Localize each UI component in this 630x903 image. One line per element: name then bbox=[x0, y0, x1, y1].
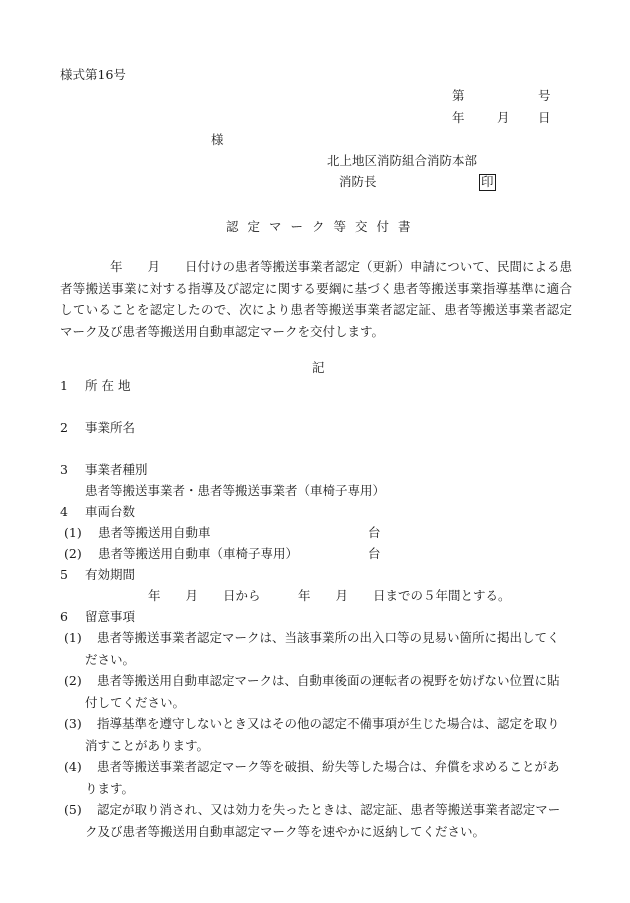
section-5-label: 有効期間 bbox=[85, 567, 136, 582]
note-5-num: (5) bbox=[64, 802, 82, 817]
validity-period: 年 月 日から 年 月 日までの５年間とする。 bbox=[148, 588, 511, 603]
ki-heading: 記 bbox=[312, 360, 325, 375]
note-4-num: (4) bbox=[64, 759, 82, 774]
section-4-label: 車両台数 bbox=[85, 504, 136, 519]
note-5-text: 認定が取り消され、又は効力を失ったときは、認定証、患者等搬送事業者認定マーク及び患者等搬送用自動車認定マーク等を速やかに返納してください。 bbox=[85, 802, 561, 839]
doc-number-go: 号 bbox=[538, 88, 551, 103]
note-3-text: 指導基準を遵守しないとき又はその他の認定不備事項が生じた場合は、認定を取り消すことがあります。 bbox=[85, 716, 560, 753]
section-1-label: 所在地 bbox=[85, 378, 135, 393]
date-year: 年 bbox=[452, 110, 465, 125]
intro-paragraph: 年 月 日付けの患者等搬送事業者認定（更新）申請について、民間による患者等搬送事業に対する指導及び認定に関する要綱に基づく患者等搬送事業指導基準に適合していることを認定したので、次により患者等搬送事業者認定証、患者等搬送事業者認定マーク及び患者等搬送用自動車認定マークを交付します。 bbox=[60, 259, 573, 339]
note-1-num: (1) bbox=[64, 630, 82, 645]
vehicle-item-2-unit: 台 bbox=[368, 546, 381, 561]
issuer-title: 消防長 bbox=[339, 174, 377, 189]
note-1-text: 患者等搬送事業者認定マークは、当該事業所の出入口等の見易い箇所に掲出してください。 bbox=[85, 630, 560, 667]
issuer-org: 北上地区消防組合消防本部 bbox=[327, 153, 478, 168]
document-title: 認定マーク等交付書 bbox=[226, 219, 420, 234]
section-1-num: 1 bbox=[60, 378, 68, 393]
date-day: 日 bbox=[538, 110, 551, 125]
section-6-num: 6 bbox=[60, 609, 68, 624]
form-number: 様式第16号 bbox=[60, 67, 126, 82]
section-6-label: 留意事項 bbox=[85, 609, 136, 624]
seal-mark: 印 bbox=[481, 174, 494, 189]
section-3-num: 3 bbox=[60, 462, 68, 477]
vehicle-item-1-num: (1) bbox=[64, 525, 82, 540]
section-3-value: 患者等搬送事業者・患者等搬送事業者（車椅子専用） bbox=[85, 483, 386, 498]
section-5-num: 5 bbox=[60, 567, 68, 582]
vehicle-item-1-label: 患者等搬送用自動車 bbox=[98, 525, 211, 540]
addressee-suffix: 様 bbox=[211, 132, 224, 147]
section-2-num: 2 bbox=[60, 420, 68, 435]
section-3-label: 事業者種別 bbox=[85, 462, 148, 477]
doc-number-dai: 第 bbox=[452, 88, 465, 103]
vehicle-item-2-label: 患者等搬送用自動車（車椅子専用） bbox=[98, 546, 299, 561]
vehicle-item-1-unit: 台 bbox=[368, 525, 381, 540]
date-month: 月 bbox=[497, 110, 510, 125]
note-4-text: 患者等搬送事業者認定マーク等を破損、紛失等した場合は、弁償を求めることがあります。 bbox=[85, 759, 560, 796]
note-2-text: 患者等搬送用自動車認定マークは、自動車後面の運転者の視野を妨げない位置に貼付してください。 bbox=[85, 673, 560, 710]
note-3-num: (3) bbox=[64, 716, 82, 731]
section-4-num: 4 bbox=[60, 504, 68, 519]
section-2-label: 事業所名 bbox=[85, 420, 136, 435]
note-2-num: (2) bbox=[64, 673, 82, 688]
vehicle-item-2-num: (2) bbox=[64, 546, 82, 561]
